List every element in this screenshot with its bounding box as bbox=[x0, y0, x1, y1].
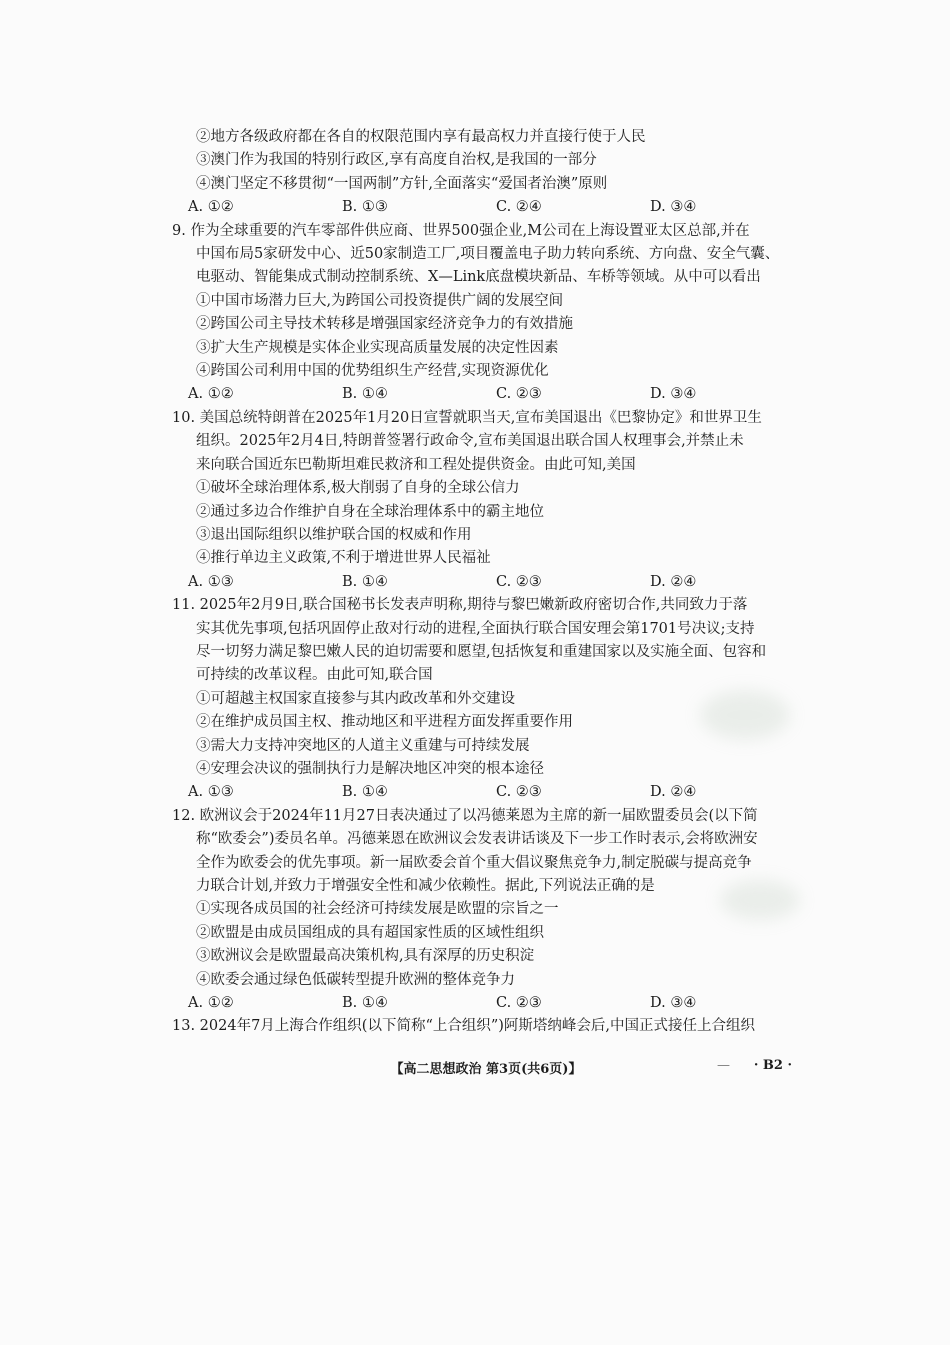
answer-choice: D. ②④ bbox=[650, 784, 697, 801]
answer-choice: B. ①③ bbox=[342, 199, 388, 216]
answer-choice: C. ②③ bbox=[496, 386, 542, 403]
question-stem-continued: 中国布局5家研发中心、近50家制造工厂,项目覆盖电子助力转向系统、方向盘、安全气囊、 bbox=[196, 246, 780, 263]
statement-option: ③澳门作为我国的特别行政区,享有高度自治权,是我国的一部分 bbox=[196, 152, 597, 169]
statement-option: ④安理会决议的强制执行力是解决地区冲突的根本途径 bbox=[196, 760, 544, 777]
statement-option: ④欧委会通过绿色低碳转型提升欧洲的整体竞争力 bbox=[196, 971, 515, 988]
statement-option: ③需大力支持冲突地区的人道主义重建与可持续发展 bbox=[196, 737, 530, 754]
answer-choice: D. ③④ bbox=[650, 199, 697, 216]
answer-choice: A. ①② bbox=[188, 199, 234, 216]
question-stem-continued: 力联合计划,并致力于增强安全性和减少依赖性。据此,下列说法正确的是 bbox=[196, 878, 655, 894]
question-stem-continued: 组织。2025年2月4日,特朗普签署行政命令,宣布美国退出联合国人权理事会,并禁止未 bbox=[196, 433, 744, 450]
answer-choice: A. ①③ bbox=[188, 784, 234, 801]
answer-choice: B. ①④ bbox=[342, 573, 388, 590]
question-stem-continued: 可持续的改革议程。由此可知,联合国 bbox=[196, 667, 433, 684]
statement-option: ④澳门坚定不移贯彻“一国两制”方针,全面落实“爱国者治澳”原则 bbox=[196, 175, 608, 192]
statement-option: ③扩大生产规模是实体企业实现高质量发展的决定性因素 bbox=[196, 339, 559, 356]
answer-choice: C. ②③ bbox=[496, 995, 542, 1012]
statement-option: ③退出国际组织以维护联合国的权威和作用 bbox=[196, 526, 472, 543]
statement-option: ③欧洲议会是欧盟最高决策机构,具有深厚的历史积淀 bbox=[196, 948, 535, 965]
statement-option: ②跨国公司主导技术转移是增强国家经济竞争力的有效措施 bbox=[196, 316, 573, 333]
statement-option: ①可超越主权国家直接参与其内政改革和外交建设 bbox=[196, 690, 515, 707]
statement-option: ①破坏全球治理体系,极大削弱了自身的全球公信力 bbox=[196, 480, 520, 497]
statement-option: ②在维护成员国主权、推动地区和平进程方面发挥重要作用 bbox=[196, 714, 573, 731]
answer-choices bbox=[172, 571, 800, 594]
answer-choices bbox=[172, 992, 800, 1015]
answer-choices bbox=[172, 196, 800, 219]
statement-option: ①实现各成员国的社会经济可持续发展是欧盟的宗旨之一 bbox=[196, 901, 559, 918]
answer-choice: A. ①③ bbox=[188, 573, 234, 590]
question-stem-continued: 全作为欧委会的优先事项。新一届欧委会首个重大倡议聚焦竞争力,制定脱碳与提高竞争 bbox=[196, 854, 752, 871]
question-stem: 13. 2024年7月上海合作组织(以下简称“上合组织”)阿斯塔纳峰会后,中国正式接任上合组织 bbox=[172, 1018, 756, 1035]
page-footer bbox=[172, 1056, 800, 1080]
answer-choices bbox=[172, 781, 800, 804]
question-stem-continued: 尽一切努力满足黎巴嫩人民的迫切需要和愿望,包括恢复和重建国家以及实施全面、包容和 bbox=[196, 643, 767, 660]
statement-option: ①中国市场潜力巨大,为跨国公司投资提供广阔的发展空间 bbox=[196, 292, 564, 309]
answer-choice: C. ②③ bbox=[496, 784, 542, 801]
answer-choice: D. ③④ bbox=[650, 995, 697, 1012]
answer-choice: D. ②④ bbox=[650, 573, 697, 590]
statement-option: ④推行单边主义政策,不利于增进世界人民福祉 bbox=[196, 550, 491, 567]
footer-dash: — bbox=[717, 1058, 730, 1073]
answer-choice: B. ①④ bbox=[342, 995, 388, 1012]
question-stem-continued: 实其优先事项,包括巩固停止敌对行动的进程,全面执行联合国安理会第1701号决议;支持 bbox=[196, 620, 755, 637]
question-stem-continued: 称“欧委会”)委员名单。冯德莱恩在欧洲议会发表讲话谈及下一步工作时表示,会将欧洲安 bbox=[196, 831, 758, 848]
statement-option: ②欧盟是由成员国组成的具有超国家性质的区域性组织 bbox=[196, 924, 544, 941]
question-stem-continued: 来向联合国近东巴勒斯坦难民救济和工程处提供资金。由此可知,美国 bbox=[196, 456, 636, 473]
answer-choice: C. ②③ bbox=[496, 573, 542, 590]
footer-page-info: 【高二思想政治 第3页(共6页)】 bbox=[390, 1062, 582, 1077]
question-stem: 11. 2025年2月9日,联合国秘书长发表声明称,期待与黎巴嫩新政府密切合作,共同致力于落 bbox=[172, 597, 748, 614]
footer-paper-code: · B2 · bbox=[753, 1058, 792, 1073]
statement-option: ②地方各级政府都在各自的权限范围内享有最高权力并直接行使于人民 bbox=[196, 129, 646, 145]
answer-choice: B. ①④ bbox=[342, 784, 388, 801]
statement-option: ②通过多边合作维护自身在全球治理体系中的霸主地位 bbox=[196, 503, 544, 520]
question-stem: 10. 美国总统特朗普在2025年1月20日宣誓就职当天,宣布美国退出《巴黎协定》和世界卫生 bbox=[172, 409, 762, 426]
answer-choice: D. ③④ bbox=[650, 386, 697, 403]
question-content bbox=[172, 126, 800, 1039]
answer-choice: A. ①② bbox=[188, 995, 234, 1012]
answer-choice: B. ①④ bbox=[342, 386, 388, 403]
statement-option: ④跨国公司利用中国的优势组织生产经营,实现资源优化 bbox=[196, 363, 549, 380]
question-stem-continued: 电驱动、智能集成式制动控制系统、X—Link底盘模块新品、车桥等领域。从中可以看出 bbox=[196, 269, 761, 286]
answer-choice: A. ①② bbox=[188, 386, 234, 403]
question-stem: 12. 欧洲议会于2024年11月27日表决通过了以冯德莱恩为主席的新一届欧盟委员会(以下简 bbox=[172, 807, 758, 824]
answer-choices bbox=[172, 383, 800, 406]
answer-choice: C. ②④ bbox=[496, 199, 542, 216]
question-stem: 9. 作为全球重要的汽车零部件供应商、世界500强企业,M公司在上海设置亚太区总部,并在 bbox=[172, 222, 750, 239]
